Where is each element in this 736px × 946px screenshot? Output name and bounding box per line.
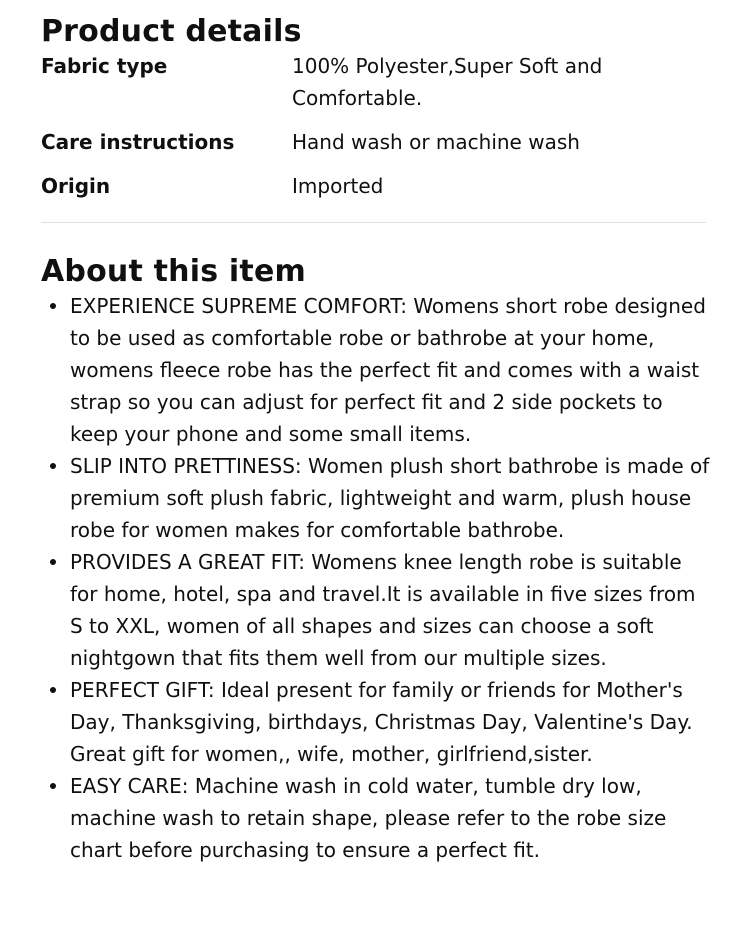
details-row-origin xyxy=(41,170,706,214)
bullet-text: EASY CARE: Machine wash in cold water, tumble dry low, machine wash to retain shape, please refer to the robe size chart before purchasing to ensure a perfect fit. xyxy=(70,774,667,862)
list-item xyxy=(70,770,710,866)
about-item-bullets xyxy=(41,290,710,866)
details-row-fabric-type xyxy=(41,50,706,126)
details-value: Hand wash or machine wash xyxy=(292,130,580,154)
details-label: Care instructions xyxy=(41,130,235,154)
list-item xyxy=(70,450,710,546)
section-divider xyxy=(41,222,706,223)
details-label: Fabric type xyxy=(41,54,168,78)
details-row-care-instructions xyxy=(41,126,706,170)
bullet-icon xyxy=(50,783,56,789)
list-item xyxy=(70,674,710,770)
bullet-icon xyxy=(50,559,56,565)
bullet-icon xyxy=(50,463,56,469)
details-label: Origin xyxy=(41,174,111,198)
details-value: Imported xyxy=(292,174,384,198)
bullet-text: PERFECT GIFT: Ideal present for family or friends for Mother's Day, Thanksgiving, birthdays, Christmas Day, Valentine's Day. Great gift for women,, wife, mother, girlfriend,sister. xyxy=(70,678,693,766)
bullet-text: SLIP INTO PRETTINESS: Women plush short bathrobe is made of premium soft plush fabric, lightweight and warm, plush house robe for women makes for comfortable bathrobe. xyxy=(70,454,710,542)
product-details-table xyxy=(41,50,706,214)
list-item xyxy=(70,546,710,674)
details-value: 100% Polyester,Super Soft and Comfortable. xyxy=(292,54,603,110)
bullet-icon xyxy=(50,687,56,693)
list-item xyxy=(70,290,710,450)
about-item-title: About this item xyxy=(41,254,306,289)
bullet-text: PROVIDES A GREAT FIT: Womens knee length robe is suitable for home, hotel, spa and travel.It is available in five sizes from S to XXL, women of all shapes and sizes can choose a soft nightgown that fits them well from our multiple sizes. xyxy=(70,550,696,670)
bullet-icon xyxy=(50,303,56,309)
product-details-title: Product details xyxy=(41,14,302,49)
bullet-text: EXPERIENCE SUPREME COMFORT: Womens short robe designed to be used as comfortable robe or bathrobe at your home, womens fleece robe has the perfect fit and comes with a waist strap so you can adjust for perfect fit and 2 side pockets to keep your phone and some small items. xyxy=(70,294,706,446)
